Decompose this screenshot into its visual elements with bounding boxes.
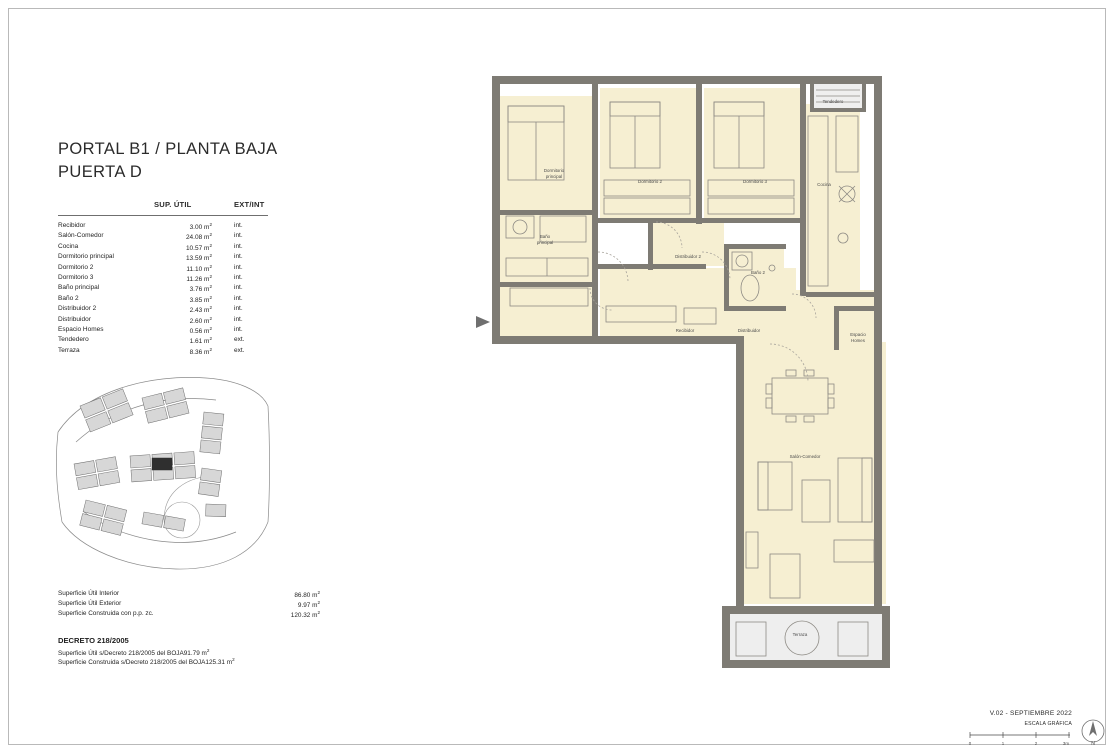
scale-tick-label: 2: [1034, 741, 1038, 746]
areas-row-value: 0.56 $m^2$: [189, 325, 212, 336]
areas-row-name: Cocina: [58, 242, 79, 250]
areas-row-value: 10.57 $m^2$: [185, 242, 212, 252]
summary-row-value: 86.80 $m^2$: [294, 590, 320, 600]
areas-row: [58, 253, 326, 263]
areas-row-value: 3.76 $m^2$: [189, 284, 212, 294]
areas-row-name: Terraza: [58, 346, 80, 354]
areas-row: [58, 264, 326, 274]
areas-row: [58, 243, 326, 253]
room-label: Dormitorio 3: [743, 179, 767, 184]
surface-summary: [58, 590, 326, 621]
areas-row-value: 1.61 $m^2$: [189, 336, 212, 346]
summary-row: [58, 657, 326, 666]
room-label: Dormitorio principal: [543, 168, 565, 179]
summary-row: [58, 648, 326, 657]
areas-row-value: 24.08 $m^2$: [185, 232, 212, 242]
areas-row-extint: int.: [234, 315, 243, 323]
areas-row-name: Baño principal: [58, 284, 100, 292]
page-title-line2: PUERTA D: [58, 163, 143, 182]
room-label: Baño principal: [536, 234, 554, 245]
summary-row-value: 91.79 $m^2$: [183, 648, 210, 658]
floor-plan: [470, 62, 1080, 672]
summary-row: [58, 600, 326, 610]
room-label: Dormitorio 2: [638, 179, 662, 184]
page-title: [58, 138, 278, 185]
room-label: Cocina: [817, 182, 831, 187]
site-plan-graphic: [56, 372, 270, 572]
areas-row: [58, 232, 326, 242]
summary-row-label: Superficie Útil s/Decreto 218/2005 del BOJA: [58, 650, 184, 658]
summary-row-label: Superficie Útil Exterior: [58, 600, 122, 608]
areas-row-name: Baño 2: [58, 294, 79, 302]
areas-row: [58, 284, 326, 294]
room-label: Baño 2: [751, 270, 765, 275]
floor-plan-graphic: [470, 62, 1080, 672]
areas-row-extint: int.: [234, 325, 243, 333]
areas-row-value: 13.59 $m^2$: [185, 253, 212, 263]
areas-row: [58, 295, 326, 305]
decreto-summary: [58, 648, 326, 666]
scale-bar-graphic: [968, 731, 1072, 747]
areas-row-name: Salón-Comedor: [58, 232, 104, 240]
areas-row-value: 2.60 $m^2$: [189, 315, 212, 325]
areas-row-extint: ext.: [234, 346, 245, 354]
summary-row-label: Superficie Construida con p.p. zc.: [58, 610, 154, 618]
summary-row-value: 120.32 $m^2$: [290, 610, 320, 620]
escala-label: ESCALA GRÁFICA: [1024, 721, 1072, 727]
summary-row-label: Superficie Útil Interior: [58, 590, 120, 597]
summary-row: [58, 590, 326, 600]
areas-row-extint: ext.: [234, 336, 245, 344]
areas-table-rule: [58, 215, 268, 216]
areas-row-name: Tendedero: [58, 336, 89, 344]
areas-row-extint: int.: [234, 273, 243, 281]
summary-row-value: 9.97 $m^2$: [297, 600, 320, 610]
areas-row-value: 3.00 $m^2$: [189, 222, 212, 232]
areas-row-name: Dormitorio 2: [58, 263, 94, 271]
areas-row: [58, 336, 326, 346]
areas-row-extint: int.: [234, 222, 243, 229]
areas-row-extint: int.: [234, 305, 243, 313]
scale-tick-label: 0: [968, 741, 972, 746]
room-label: Tendedero: [822, 99, 844, 104]
areas-row-name: Dormitorio principal: [58, 253, 114, 261]
areas-row: [58, 274, 326, 284]
areas-row-name: Dormitorio 3: [58, 273, 94, 281]
areas-row-value: 8.36 $m^2$: [189, 346, 212, 356]
room-label: Terraza: [792, 632, 808, 637]
areas-row-extint: int.: [234, 242, 243, 250]
site-plan: [56, 372, 270, 572]
decreto-heading: DECRETO 218/2005: [58, 636, 129, 645]
areas-row-extint: int.: [234, 263, 243, 271]
areas-row-value: 11.26 $m^2$: [186, 273, 212, 284]
scale-tick-label: 1: [1001, 741, 1005, 746]
north-arrow: [1078, 716, 1108, 746]
areas-row: [58, 222, 326, 232]
column-header-extint: EXT/INT: [234, 200, 265, 209]
areas-row-extint: int.: [234, 284, 243, 292]
areas-row-value: 3.85 $m^2$: [189, 294, 212, 304]
scale-tick-label: 3m: [1062, 741, 1069, 746]
areas-row-name: Distribuidor: [58, 315, 91, 323]
areas-row-extint: int.: [234, 253, 243, 261]
room-label: Espacio Homes: [850, 332, 866, 343]
room-label: Distribuidor 2: [675, 254, 701, 259]
summary-row-label: Superficie Construida s/Decreto 218/2005 del BOJA: [58, 659, 206, 667]
svg-text:N: N: [1091, 741, 1095, 746]
areas-row-extint: int.: [234, 232, 243, 240]
areas-row-value: 2.43 $m^2$: [189, 305, 212, 315]
areas-row: [58, 316, 326, 326]
page-title-line1: PORTAL B1 / PLANTA BAJA: [58, 140, 278, 158]
room-label: Distribuidor: [737, 328, 761, 333]
areas-row: [58, 305, 326, 315]
areas-row-name: Recibidor: [58, 222, 86, 229]
summary-row-value: 125.31 $m^2$: [205, 657, 235, 667]
areas-row-name: Distribuidor 2: [58, 305, 97, 313]
room-label: Salón-Comedor: [789, 454, 821, 459]
scale-bar: [968, 731, 1072, 747]
summary-row: [58, 610, 326, 620]
version-label: V.02 - SEPTIEMBRE 2022: [989, 710, 1072, 717]
areas-row: [58, 326, 326, 336]
column-header-sup-util: SUP. ÚTIL: [154, 200, 192, 209]
north-arrow-graphic: [1078, 716, 1108, 746]
areas-row-value: 11.10 $m^2$: [186, 263, 212, 273]
entrance-arrow: [476, 316, 490, 328]
areas-row-extint: int.: [234, 294, 243, 302]
areas-table: [58, 222, 326, 357]
areas-row-name: Espacio Homes: [58, 325, 104, 333]
areas-row: [58, 347, 326, 357]
site-plan-highlighted-unit: [152, 458, 172, 470]
room-label: Recibidor: [675, 328, 695, 333]
